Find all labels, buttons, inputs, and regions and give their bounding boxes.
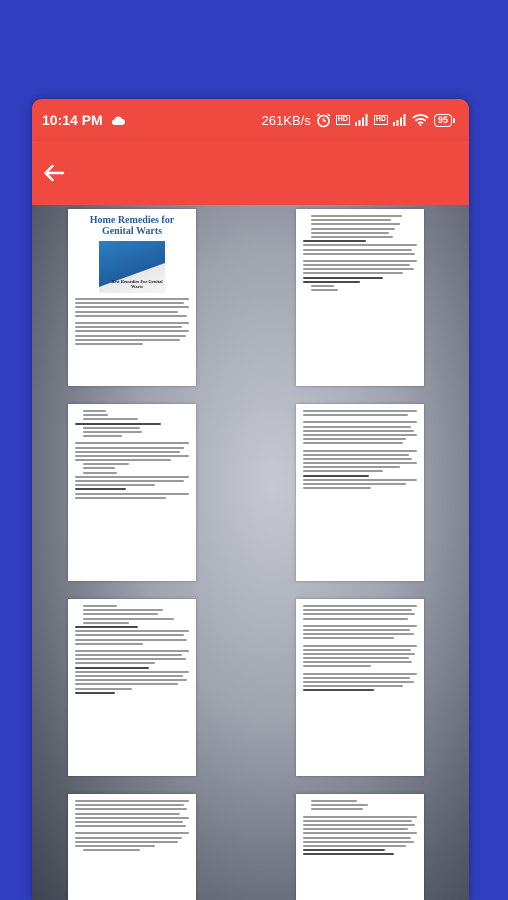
back-button[interactable] — [38, 157, 70, 189]
cloud-icon — [111, 112, 125, 128]
document-page-5[interactable] — [68, 599, 196, 776]
document-viewer[interactable] — [32, 205, 469, 900]
sim2-hd-badge: HD — [375, 116, 386, 123]
phone-frame — [32, 99, 469, 900]
cover-image — [99, 241, 165, 293]
document-page-4[interactable] — [296, 404, 424, 581]
signal-icon — [393, 114, 407, 126]
alarm-icon — [316, 113, 331, 128]
document-page-7[interactable] — [68, 794, 196, 900]
status-bar — [32, 99, 469, 141]
network-speed: 261KB/s — [261, 112, 311, 128]
document-page-1[interactable] — [68, 209, 196, 386]
app-bar — [32, 141, 469, 205]
sim1-hd-badge: HD — [337, 116, 348, 123]
battery-icon: 95 — [434, 114, 455, 127]
status-time: 10:14 PM — [42, 112, 103, 128]
document-title: Home Remedies for Genital Warts — [89, 215, 175, 237]
cover-caption: Best Remedies For Genital Warts — [111, 279, 163, 289]
document-page-6[interactable] — [296, 599, 424, 776]
document-page-3[interactable] — [68, 404, 196, 581]
arrow-left-icon — [43, 164, 65, 182]
wifi-icon — [412, 114, 429, 126]
document-page-2[interactable] — [296, 209, 424, 386]
document-page-8[interactable] — [296, 794, 424, 900]
signal-icon — [355, 114, 369, 126]
